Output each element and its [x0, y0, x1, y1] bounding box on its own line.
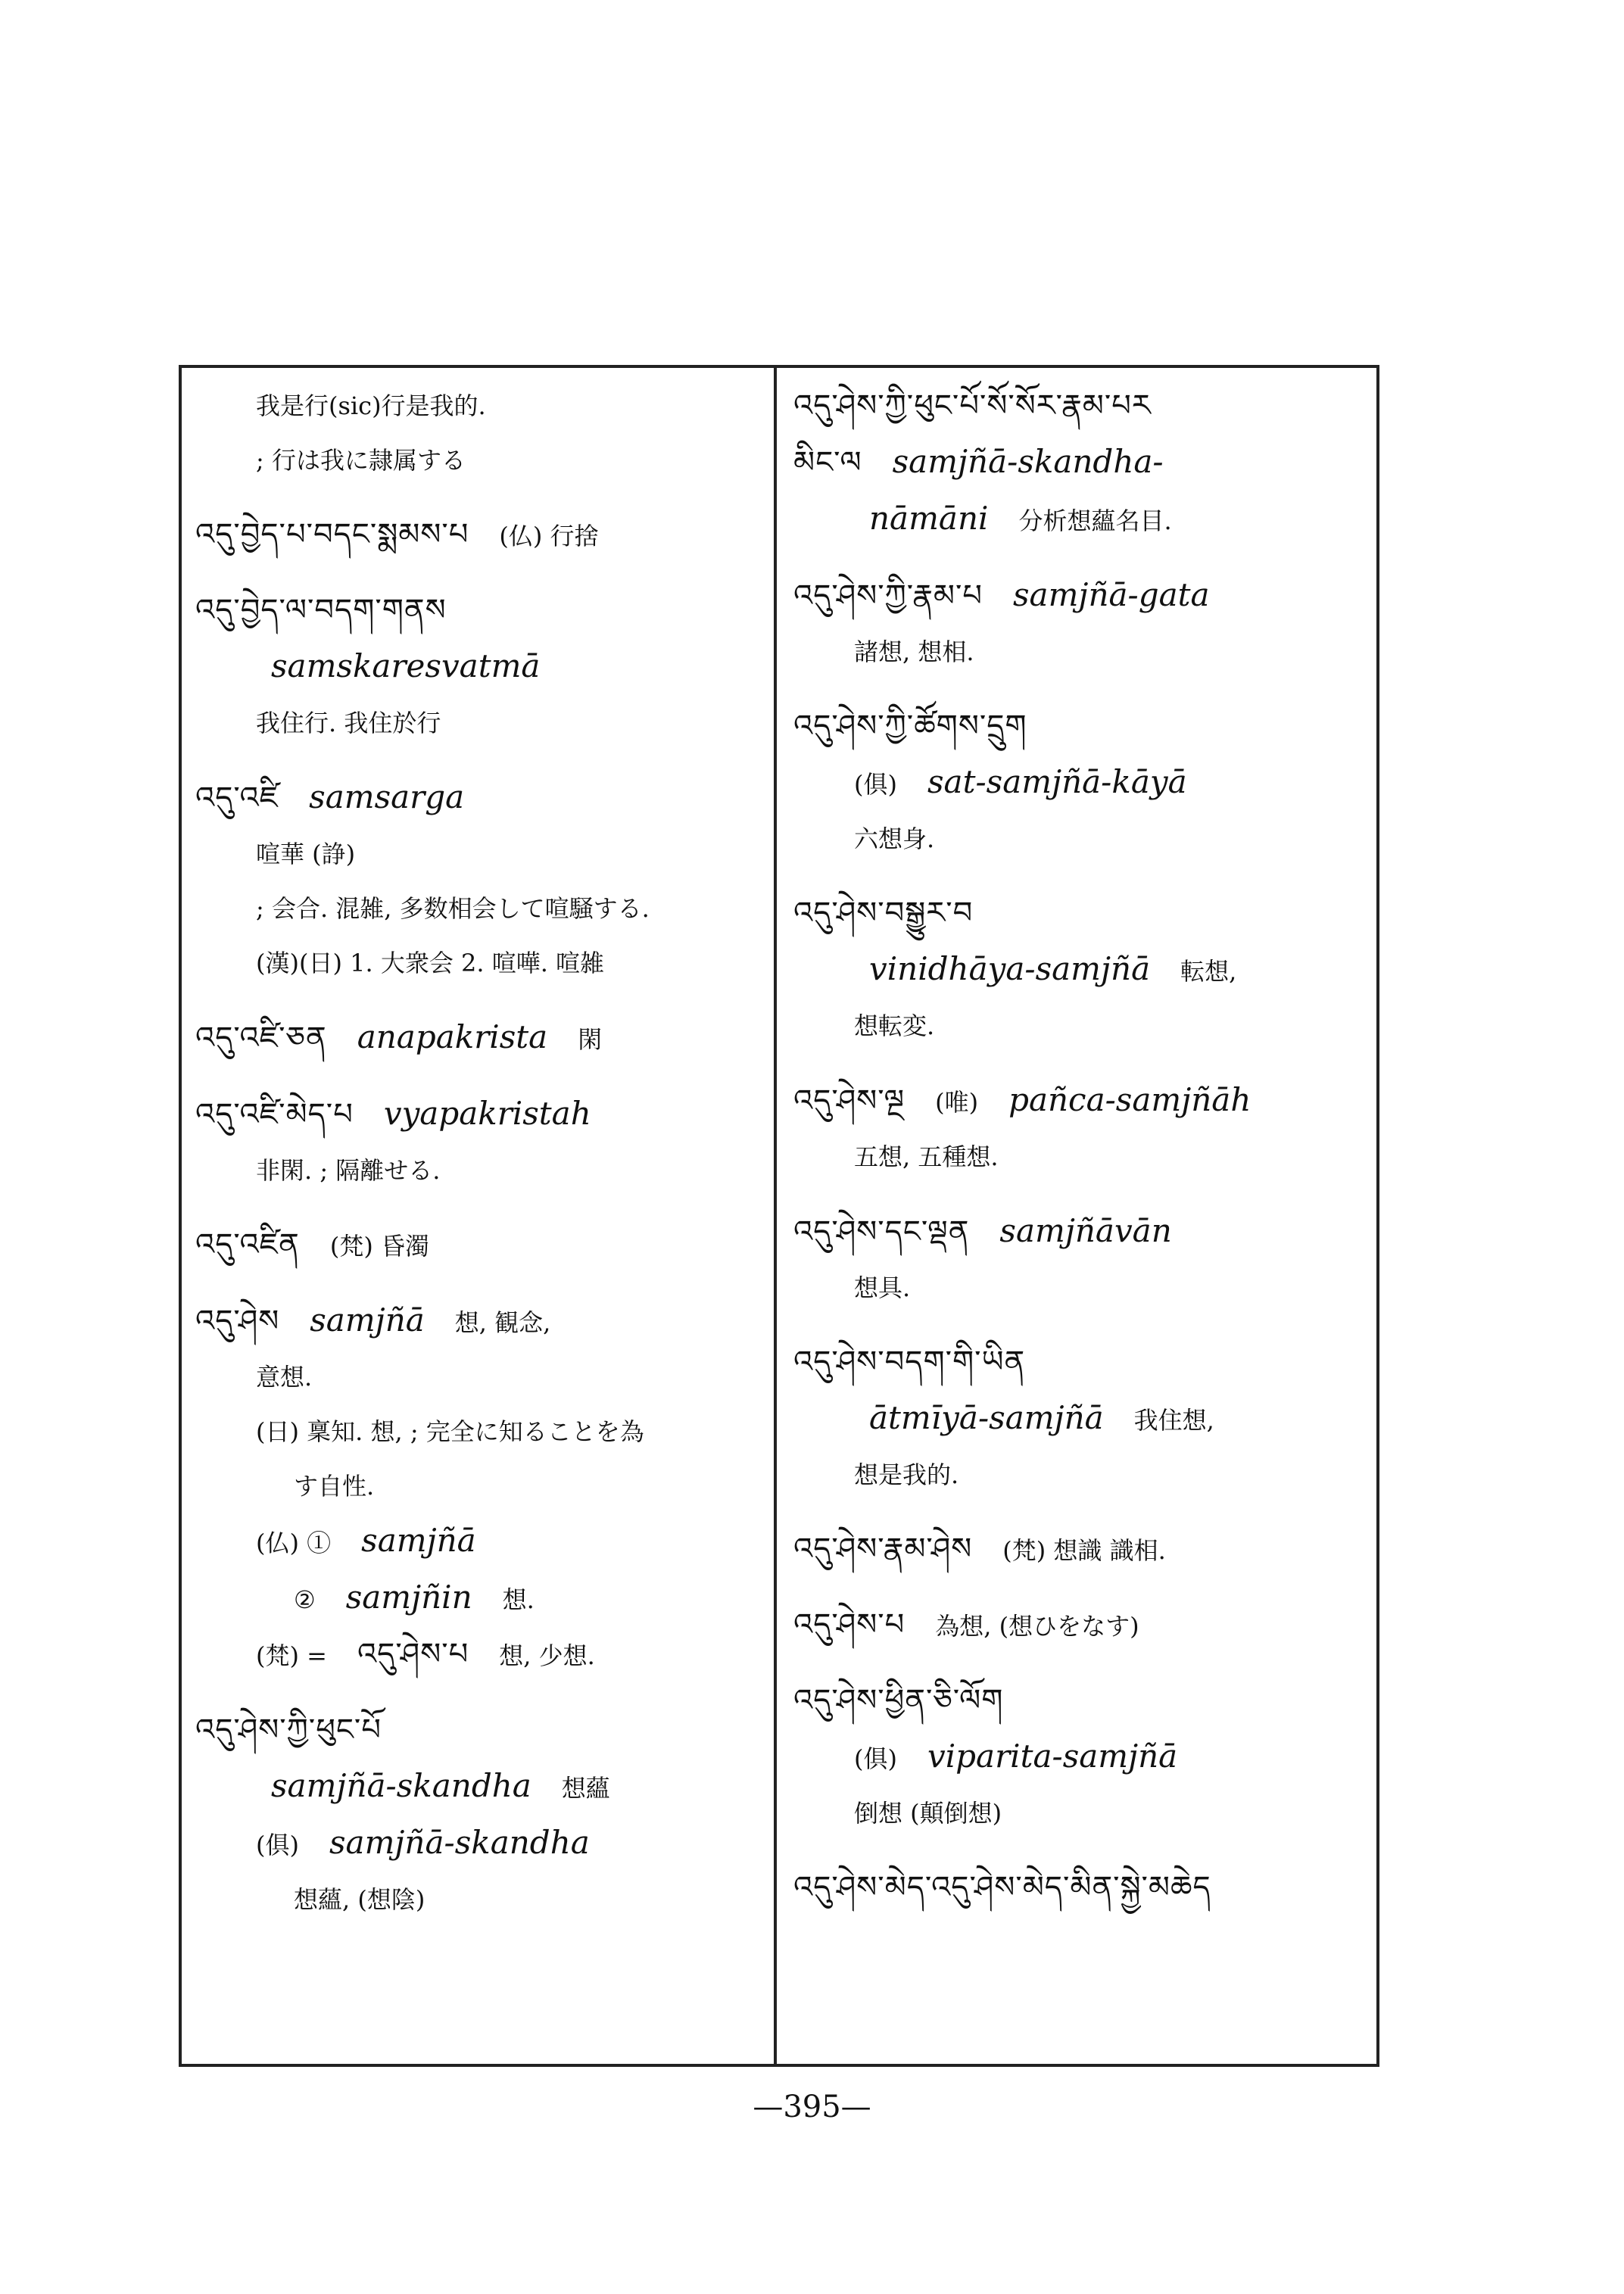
japanese-gloss: 閑: [578, 1025, 603, 1054]
japanese-gloss: 想蘊, (想陰): [294, 1885, 425, 1914]
sanskrit-term: samjñā-skandha: [329, 1824, 590, 1861]
tibetan-headword: འདུ་ཤེས་པ: [357, 1637, 469, 1672]
column-divider: [774, 365, 777, 2067]
entry-line: [195, 1217, 771, 1273]
sanskrit-term: samjñā-skandha: [271, 1767, 531, 1804]
sanskrit-term: nāmāni: [869, 500, 989, 537]
dictionary-entry: [793, 1597, 1369, 1653]
dictionary-entry: [793, 1335, 1369, 1502]
dictionary-entry: [793, 1204, 1369, 1315]
entry-line: [195, 1143, 771, 1198]
sanskrit-term: samjñā: [310, 1301, 425, 1339]
entry-line: [195, 770, 771, 827]
japanese-gloss: 意想.: [256, 1363, 313, 1392]
japanese-gloss: 六想身.: [854, 824, 935, 853]
japanese-gloss: (仏) 行捨: [499, 522, 599, 550]
entry-line: [793, 999, 1369, 1053]
entry-line: [793, 1448, 1369, 1502]
entry-line: [793, 1204, 1369, 1261]
entry-line: [195, 1816, 771, 1872]
japanese-gloss: 為想, (想ひをなす): [935, 1612, 1139, 1641]
dictionary-entry: [793, 379, 1369, 548]
entry-line: [195, 1627, 771, 1683]
japanese-gloss: 想, 少想.: [499, 1641, 595, 1670]
japanese-gloss: 想蘊: [561, 1774, 610, 1803]
entry-line: [793, 1673, 1369, 1729]
tibetan-headword: འདུ་ཤེས་ཕྱིན་ཅི་ལོག: [793, 1683, 1004, 1718]
dictionary-entry: [793, 568, 1369, 679]
japanese-gloss: (梵) 昏濁: [329, 1232, 429, 1261]
entry-line: [793, 435, 1369, 491]
entry-line: [195, 936, 771, 990]
entry-line: [195, 1872, 771, 1927]
japanese-gloss: (漢)(日) 1. 大衆会 2. 喧嘩. 喧雑: [256, 949, 605, 977]
japanese-gloss: (唯): [935, 1088, 979, 1117]
entry-line: [195, 1759, 771, 1816]
entry-line: [195, 433, 771, 488]
tibetan-headword: མིང་ལ: [793, 445, 862, 480]
japanese-gloss: 想, 観念,: [454, 1308, 551, 1337]
sanskrit-term: viparita-samjñā: [927, 1738, 1178, 1775]
dictionary-entry: [793, 699, 1369, 866]
entry-line: [195, 1570, 771, 1627]
japanese-gloss: 諸想, 想相.: [854, 637, 974, 666]
sanskrit-term: samjñā: [361, 1522, 476, 1559]
dictionary-entry: [195, 1086, 771, 1198]
entry-line: [793, 1729, 1369, 1786]
tibetan-headword: འདུ་འཛི་མེད་པ: [195, 1097, 354, 1132]
entry-line: [793, 886, 1369, 942]
entry-line: [195, 1703, 771, 1759]
japanese-gloss: 想.: [502, 1585, 535, 1614]
entry-line: [793, 699, 1369, 755]
dictionary-entry: [195, 770, 771, 990]
dictionary-entry: [793, 1073, 1369, 1184]
tibetan-headword: འདུ་ཤེས་རྣམ་ཤེས: [793, 1532, 973, 1566]
japanese-gloss: (俱): [854, 1744, 897, 1773]
japanese-gloss: (仏) ①: [256, 1529, 332, 1557]
tibetan-headword: འདུ་ཤེས: [195, 1304, 280, 1339]
entry-line: [195, 696, 771, 750]
entry-line: [793, 755, 1369, 812]
entry-line: [793, 1786, 1369, 1840]
entry-line: [793, 1522, 1369, 1578]
right-column: [793, 379, 1369, 1936]
entry-line: [793, 1261, 1369, 1315]
tibetan-headword: འདུ་འཛི: [195, 781, 279, 815]
left-column: [195, 379, 771, 1946]
entry-line: [793, 812, 1369, 866]
japanese-gloss: 想是我的.: [854, 1460, 959, 1489]
japanese-gloss: 我是行(sic)行是我的.: [256, 391, 486, 420]
dictionary-entry: [195, 1010, 771, 1067]
japanese-gloss: 倒想 (顛倒想): [854, 1799, 1002, 1828]
dictionary-entry: [793, 1860, 1369, 1916]
japanese-gloss: 非閑. ; 隔離せる.: [256, 1156, 441, 1185]
page-number: —395—: [753, 2090, 871, 2124]
sanskrit-term: vinidhāya-samjñā: [869, 950, 1151, 987]
dictionary-entry: [195, 379, 771, 488]
japanese-gloss: 五想, 五種想.: [854, 1142, 999, 1171]
entry-line: [195, 1459, 771, 1513]
dictionary-entry: [195, 1703, 771, 1927]
tibetan-headword: འདུ་འཛིན: [195, 1227, 300, 1262]
sanskrit-term: samsarga: [309, 778, 465, 815]
entry-line: [195, 1086, 771, 1143]
japanese-gloss: 分析想蘊名目.: [1018, 506, 1172, 535]
entry-line: [195, 881, 771, 936]
japanese-gloss: (梵) =: [256, 1641, 327, 1670]
tibetan-headword: འདུ་ཤེས་ཀྱི་ཚོགས་དྲུག: [793, 709, 1027, 743]
dictionary-entry: [793, 886, 1369, 1053]
tibetan-headword: འདུ་ཤེས་བསྒྱུར་བ: [793, 896, 974, 930]
entry-line: [793, 379, 1369, 435]
japanese-gloss: (日) 稟知. 想, ; 完全に知ることを為: [256, 1417, 644, 1446]
japanese-gloss: す自性.: [294, 1472, 375, 1501]
entry-line: [195, 827, 771, 881]
entry-line: [195, 1404, 771, 1459]
tibetan-headword: འདུ་འཛི་ཅན: [195, 1021, 327, 1055]
sanskrit-term: samjñā-gata: [1013, 576, 1210, 613]
entry-line: [195, 1350, 771, 1404]
dictionary-entry: [195, 1217, 771, 1273]
entry-line: [793, 625, 1369, 679]
sanskrit-term: pañca-samjñāh: [1008, 1081, 1252, 1118]
sanskrit-term: samjñāvān: [999, 1212, 1172, 1249]
japanese-gloss: (俱): [256, 1831, 299, 1859]
entry-line: [195, 1010, 771, 1067]
japanese-gloss: 想具.: [854, 1273, 911, 1302]
japanese-gloss: (俱): [854, 770, 897, 799]
tibetan-headword: འདུ་ཤེས་ཀྱི་ཕུང་པོ་སོ་སོར་རྣམ་པར: [793, 388, 1152, 423]
sanskrit-term: samjñin: [345, 1579, 472, 1616]
entry-line: [195, 379, 771, 433]
tibetan-headword: འདུ་ཤེས་བདག་གི་ཡིན: [793, 1345, 1026, 1379]
tibetan-headword: འདུ་ཤེས་དང་ལྡན: [793, 1214, 970, 1249]
japanese-gloss: 我住想,: [1133, 1406, 1214, 1435]
entry-line: [195, 507, 771, 563]
japanese-gloss: ; 行は我に隷属する: [256, 446, 466, 475]
entry-line: [793, 1597, 1369, 1653]
tibetan-headword: འདུ་བྱེད་པ་བདང་སྨམས་པ: [195, 517, 469, 552]
entry-line: [793, 1860, 1369, 1916]
dictionary-entry: [195, 583, 771, 750]
dictionary-entry: [793, 1522, 1369, 1578]
entry-line: [195, 1513, 771, 1570]
entry-line: [793, 1130, 1369, 1184]
entry-line: [793, 568, 1369, 625]
japanese-gloss: 転想,: [1180, 957, 1237, 986]
tibetan-headword: འདུ་ཤེས་པ: [793, 1607, 906, 1642]
japanese-gloss: ; 会合. 混雑, 多数相会して喧騒する.: [256, 894, 650, 923]
entry-line: [195, 583, 771, 639]
tibetan-headword: འདུ་ཤེས་ཀྱི་ཕུང་པོ: [195, 1713, 382, 1747]
dictionary-entry: [195, 507, 771, 563]
sanskrit-term: samskaresvatmā: [271, 647, 541, 684]
sanskrit-term: samjñā-skandha-: [892, 443, 1164, 480]
japanese-gloss: 喧華 (諍): [256, 840, 356, 868]
dictionary-entry: [793, 1673, 1369, 1840]
dictionary-entry: [195, 1293, 771, 1683]
sanskrit-term: anapakrista: [357, 1018, 548, 1055]
entry-line: [195, 1293, 771, 1350]
japanese-gloss: 我住行. 我住於行: [256, 709, 441, 737]
tibetan-headword: འདུ་བྱེད་ལ་བདག་གནས: [195, 593, 447, 628]
sanskrit-term: ātmīyā-samjñā: [869, 1399, 1104, 1436]
entry-line: [195, 639, 771, 696]
tibetan-headword: འདུ་ཤེས་མེད་འདུ་ཤེས་མེད་མིན་སྐྱེ་མཆེད: [793, 1870, 1211, 1905]
sanskrit-term: vyapakristah: [383, 1095, 591, 1132]
entry-line: [793, 1391, 1369, 1448]
tibetan-headword: འདུ་ཤེས་ལྔ: [793, 1083, 906, 1118]
tibetan-headword: འདུ་ཤེས་ཀྱི་རྣམ་པ: [793, 578, 983, 613]
entry-line: [793, 491, 1369, 548]
japanese-gloss: ②: [294, 1585, 316, 1614]
sanskrit-term: sat-samjñā-kāyā: [927, 763, 1187, 800]
entry-line: [793, 942, 1369, 999]
japanese-gloss: (梵) 想識 識相.: [1002, 1536, 1166, 1565]
entry-line: [793, 1073, 1369, 1130]
japanese-gloss: 想転変.: [854, 1011, 935, 1040]
entry-line: [793, 1335, 1369, 1391]
